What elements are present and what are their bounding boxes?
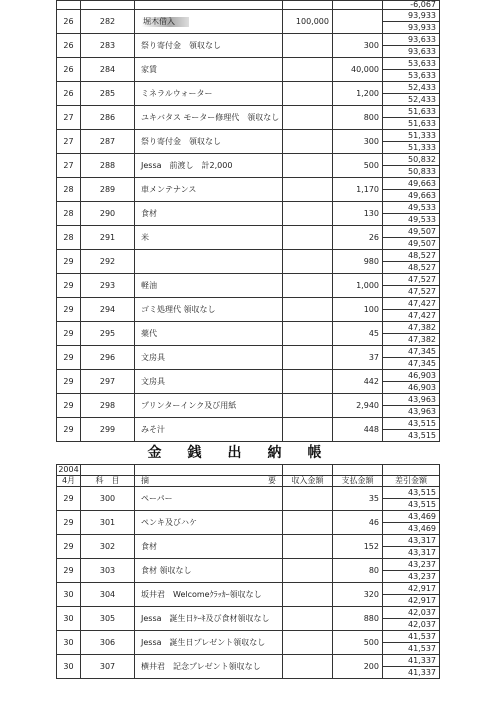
- cell-number: 283: [81, 34, 135, 58]
- cell-balance-carry: 43,515: [383, 430, 440, 442]
- cell-income: [283, 298, 333, 322]
- cell-number: 307: [81, 655, 135, 679]
- cell-balance-carry: 43,515: [383, 499, 440, 511]
- cell-description: [135, 226, 283, 250]
- cell-number: 284: [81, 58, 135, 82]
- cell-number: 297: [81, 370, 135, 394]
- cell-number: 290: [81, 202, 135, 226]
- ledger-table-top: [56, 0, 440, 442]
- cell-expense: 442: [333, 370, 383, 394]
- ledger-body-bottom: [57, 465, 440, 679]
- cell-balance-carry: 53,633: [383, 70, 440, 82]
- cell-balance: 42,037: [383, 607, 440, 619]
- description-text: ペンキ及びハケ: [141, 517, 197, 527]
- cell-number: 301: [81, 511, 135, 535]
- cell-income: [283, 82, 333, 106]
- cell-balance: 51,633: [383, 106, 440, 118]
- header-no: 科 目: [81, 476, 135, 487]
- description-text: ミネラルウォーター: [141, 88, 213, 98]
- cell-expense: [333, 10, 383, 34]
- cell-balance: 52,433: [383, 82, 440, 94]
- cell-day: 27: [57, 154, 81, 178]
- header-row: [57, 465, 440, 476]
- header-row-labels: [57, 476, 440, 487]
- cell-balance: 49,663: [383, 178, 440, 190]
- cell-description: [135, 130, 283, 154]
- cell-expense: 300: [333, 130, 383, 154]
- cell-income: [283, 154, 333, 178]
- cell-balance: 47,382: [383, 322, 440, 334]
- ledger-row: [57, 106, 440, 118]
- cell-balance-carry: 42,037: [383, 619, 440, 631]
- ledger-row: [57, 82, 440, 94]
- ledger-row: [57, 226, 440, 238]
- ledger-row: [57, 274, 440, 286]
- cell-number: 305: [81, 607, 135, 631]
- description-text: 文房具: [141, 376, 165, 386]
- cell-expense: 1,200: [333, 82, 383, 106]
- description-text: ゴミ処理代 領収なし: [141, 304, 216, 314]
- cell-expense: 2,940: [333, 394, 383, 418]
- cell-description: [135, 82, 283, 106]
- ledger-row: [57, 655, 440, 667]
- cell-description: [135, 583, 283, 607]
- cell-balance: 50,832: [383, 154, 440, 166]
- cell-expense: 1,170: [333, 178, 383, 202]
- cell-income: [283, 130, 333, 154]
- description-text: 家賃: [141, 64, 157, 74]
- cell-expense: 200: [333, 655, 383, 679]
- cell-day: 29: [57, 487, 81, 511]
- cell-balance-carry: 42,917: [383, 595, 440, 607]
- cell-number: 296: [81, 346, 135, 370]
- cell-balance-carry: 50,833: [383, 166, 440, 178]
- cell-day: 29: [57, 511, 81, 535]
- cell-income: [283, 250, 333, 274]
- cell-balance: 93,933: [383, 10, 440, 22]
- ledger-row: [57, 250, 440, 262]
- ledger-row: [57, 583, 440, 595]
- cell-description: [135, 202, 283, 226]
- cell-description: [135, 346, 283, 370]
- cell-expense: 300: [333, 34, 383, 58]
- cell-balance-carry: 48,527: [383, 262, 440, 274]
- ledger-row: [57, 322, 440, 334]
- cell-balance-carry: 43,237: [383, 571, 440, 583]
- header-balance: 差引金額: [383, 476, 440, 487]
- cell-number: 294: [81, 298, 135, 322]
- cell-day: 30: [57, 655, 81, 679]
- ledger-row: [57, 178, 440, 190]
- cell-balance-carry: 51,633: [383, 118, 440, 130]
- description-text: Jessa 誕生日ｹｰｷ及び食材領収なし: [141, 613, 270, 623]
- description-text: ユキバタス モーター修理代 領収なし: [141, 112, 280, 122]
- cell-expense: 46: [333, 511, 383, 535]
- cell-description: [135, 607, 283, 631]
- ledger-row: [57, 202, 440, 214]
- cell-income: [283, 346, 333, 370]
- cell-day: 30: [57, 631, 81, 655]
- cell-day: 29: [57, 394, 81, 418]
- cell-description: [135, 370, 283, 394]
- cell-description: [135, 298, 283, 322]
- ledger-row: [57, 559, 440, 571]
- cell-expense: 45: [333, 322, 383, 346]
- cell-number: 298: [81, 394, 135, 418]
- cell-balance-carry: 47,382: [383, 334, 440, 346]
- cell-description: [135, 106, 283, 130]
- description-text: 堀木借入: [141, 17, 189, 27]
- cell-balance-carry: 41,537: [383, 643, 440, 655]
- ledger-row: [57, 154, 440, 166]
- cell-income: [283, 607, 333, 631]
- cell-day: 30: [57, 583, 81, 607]
- cell-balance: 48,527: [383, 250, 440, 262]
- cell-day: 28: [57, 226, 81, 250]
- cell-balance: 93,633: [383, 34, 440, 46]
- ledger-row: [57, 370, 440, 382]
- cell-balance: 42,917: [383, 583, 440, 595]
- cell-expense: 1,000: [333, 274, 383, 298]
- cell-expense: 448: [333, 418, 383, 442]
- cell-description: [135, 34, 283, 58]
- cell-expense: 100: [333, 298, 383, 322]
- cell-balance-carry: 47,345: [383, 358, 440, 370]
- cell-expense: 980: [333, 250, 383, 274]
- description-text: 祭り寄付金 領収なし: [141, 136, 221, 146]
- header-desc-label: 摘: [141, 476, 149, 485]
- cell-income: [283, 322, 333, 346]
- cell-expense: 80: [333, 559, 383, 583]
- cell-income: [283, 655, 333, 679]
- cell-balance-carry: 43,963: [383, 406, 440, 418]
- cell-expense: 26: [333, 226, 383, 250]
- cell-number: 292: [81, 250, 135, 274]
- cell-number: 287: [81, 130, 135, 154]
- cell-balance: 51,333: [383, 130, 440, 142]
- ledger-table-bottom: [56, 464, 440, 679]
- cell-income: [283, 370, 333, 394]
- ledger-row: [57, 394, 440, 406]
- cell-day: 29: [57, 559, 81, 583]
- cell-day: 29: [57, 535, 81, 559]
- description-text: 食材 領収なし: [141, 565, 192, 575]
- description-text: 食材: [141, 208, 157, 218]
- cell-number: 303: [81, 559, 135, 583]
- cell-balance-carry: 43,317: [383, 547, 440, 559]
- cell-day: 26: [57, 10, 81, 34]
- cell-expense: 880: [333, 607, 383, 631]
- description-text: みそ汁: [141, 424, 165, 434]
- cell-description: [135, 322, 283, 346]
- cell-balance: 43,963: [383, 394, 440, 406]
- cell-day: 27: [57, 130, 81, 154]
- cell-day: 26: [57, 58, 81, 82]
- cell-balance-carry: 47,527: [383, 286, 440, 298]
- cell-income: [283, 178, 333, 202]
- cell-number: 289: [81, 178, 135, 202]
- cell-balance: 41,337: [383, 655, 440, 667]
- cell-description: [135, 58, 283, 82]
- cell-expense: 40,000: [333, 58, 383, 82]
- description-text: 車メンテナンス: [141, 184, 197, 194]
- cell-balance: 47,427: [383, 298, 440, 310]
- cell-income: [283, 34, 333, 58]
- cell-number: 299: [81, 418, 135, 442]
- cell-number: 306: [81, 631, 135, 655]
- description-text: 祭り寄付金 領収なし: [141, 40, 221, 50]
- cell-expense: 500: [333, 631, 383, 655]
- cell-balance: 46,903: [383, 370, 440, 382]
- cell-income: [283, 202, 333, 226]
- description-text: ペーパー: [141, 493, 173, 503]
- cell-number: 300: [81, 487, 135, 511]
- cell-expense: 800: [333, 106, 383, 130]
- cell-balance-carry: 93,633: [383, 46, 440, 58]
- ledger-row: [57, 607, 440, 619]
- ledger-row: [57, 298, 440, 310]
- cell-day: 29: [57, 418, 81, 442]
- cell-balance-carry: 43,469: [383, 523, 440, 535]
- header-year: 2004: [58, 465, 79, 474]
- cell-number: 293: [81, 274, 135, 298]
- page-title: 金銭出納帳: [147, 445, 348, 461]
- header-desc-label2: 要: [268, 476, 276, 485]
- cell-expense: 500: [333, 154, 383, 178]
- cell-day: 29: [57, 298, 81, 322]
- cell-expense: 152: [333, 535, 383, 559]
- cell-balance-carry: 46,903: [383, 382, 440, 394]
- cell-day: 27: [57, 106, 81, 130]
- cell-description: [135, 535, 283, 559]
- description-text: 文房具: [141, 352, 165, 362]
- ledger-row: [57, 511, 440, 523]
- cell-balance-carry: 49,507: [383, 238, 440, 250]
- ledger-row: [57, 10, 440, 22]
- cell-description: [135, 511, 283, 535]
- cell-balance: 47,345: [383, 346, 440, 358]
- cell-day: 28: [57, 178, 81, 202]
- description-text: 薬代: [141, 328, 157, 338]
- cell-expense: 320: [333, 583, 383, 607]
- cell-income: 100,000: [283, 10, 333, 34]
- cell-income: [283, 58, 333, 82]
- cell-number: 295: [81, 322, 135, 346]
- header-month: 4月: [57, 476, 81, 487]
- cell-description: [135, 178, 283, 202]
- ledger-body-top: [57, 1, 440, 442]
- cell-description: [135, 655, 283, 679]
- cell-income: [283, 511, 333, 535]
- description-text: 坂井君 Welcomeｸﾗｯｶｰ領収なし: [141, 589, 262, 599]
- cell-income: [283, 535, 333, 559]
- cell-day: 29: [57, 274, 81, 298]
- carry-row: [57, 1, 440, 10]
- cell-balance-carry: 51,333: [383, 142, 440, 154]
- ledger-row: [57, 418, 440, 430]
- cell-balance: 53,633: [383, 58, 440, 70]
- cell-balance-carry: 41,337: [383, 667, 440, 679]
- cell-description: [135, 394, 283, 418]
- cell-description: [135, 559, 283, 583]
- ledger-row: [57, 34, 440, 46]
- ledger-row: [57, 487, 440, 499]
- cell-number: 285: [81, 82, 135, 106]
- cell-description: [135, 487, 283, 511]
- cell-expense: 37: [333, 346, 383, 370]
- cell-balance-carry: 93,933: [383, 22, 440, 34]
- cell-description: [135, 250, 283, 274]
- cell-day: 29: [57, 346, 81, 370]
- carry-balance: -6,067: [383, 1, 440, 10]
- cell-balance: 43,515: [383, 418, 440, 430]
- cell-description: [135, 631, 283, 655]
- cell-balance-carry: 49,533: [383, 214, 440, 226]
- cell-balance: 49,533: [383, 202, 440, 214]
- cell-description: [135, 418, 283, 442]
- cell-day: 26: [57, 82, 81, 106]
- description-text: 米: [141, 232, 149, 242]
- cell-number: 304: [81, 583, 135, 607]
- header-desc: [135, 476, 283, 487]
- cell-balance: 41,537: [383, 631, 440, 643]
- header-expense: 支払金額: [333, 476, 383, 487]
- cell-day: 26: [57, 34, 81, 58]
- ledger-row: [57, 346, 440, 358]
- description-text: 軽油: [141, 280, 157, 290]
- ledger-row: [57, 58, 440, 70]
- cell-balance-carry: 49,663: [383, 190, 440, 202]
- cell-income: [283, 487, 333, 511]
- ledger-row: [57, 130, 440, 142]
- description-text: 食材: [141, 541, 157, 551]
- cell-income: [283, 274, 333, 298]
- cell-number: 288: [81, 154, 135, 178]
- cell-balance: 43,469: [383, 511, 440, 523]
- cell-day: 28: [57, 202, 81, 226]
- cell-balance: 43,317: [383, 535, 440, 547]
- cell-income: [283, 106, 333, 130]
- description-text: Jessa 誕生日プレゼント領収なし: [141, 637, 266, 647]
- cell-balance: 43,237: [383, 559, 440, 571]
- cell-income: [283, 226, 333, 250]
- cell-day: 30: [57, 607, 81, 631]
- cell-balance: 47,527: [383, 274, 440, 286]
- cell-income: [283, 418, 333, 442]
- ledger-row: [57, 631, 440, 643]
- cell-balance: 43,515: [383, 487, 440, 499]
- ledger-row: [57, 535, 440, 547]
- cell-day: 29: [57, 250, 81, 274]
- cell-expense: 130: [333, 202, 383, 226]
- cell-day: 29: [57, 322, 81, 346]
- cell-balance: 49,507: [383, 226, 440, 238]
- cell-expense: 35: [333, 487, 383, 511]
- cell-income: [283, 631, 333, 655]
- cell-day: 29: [57, 370, 81, 394]
- cell-number: 282: [81, 10, 135, 34]
- cell-balance-carry: 52,433: [383, 94, 440, 106]
- cell-number: 286: [81, 106, 135, 130]
- cell-income: [283, 559, 333, 583]
- cell-balance-carry: 47,427: [383, 310, 440, 322]
- cell-description: [135, 154, 283, 178]
- header-income: 収入金額: [283, 476, 333, 487]
- description-text: プリンターインク及び用紙: [141, 400, 237, 410]
- cell-description: [135, 274, 283, 298]
- cell-income: [283, 583, 333, 607]
- cell-number: 302: [81, 535, 135, 559]
- cell-number: 291: [81, 226, 135, 250]
- cell-income: [283, 394, 333, 418]
- cell-description: [135, 10, 283, 34]
- description-text: Jessa 前渡し 計2,000: [141, 160, 233, 170]
- description-text: 横井君 記念プレゼント領収なし: [141, 661, 261, 671]
